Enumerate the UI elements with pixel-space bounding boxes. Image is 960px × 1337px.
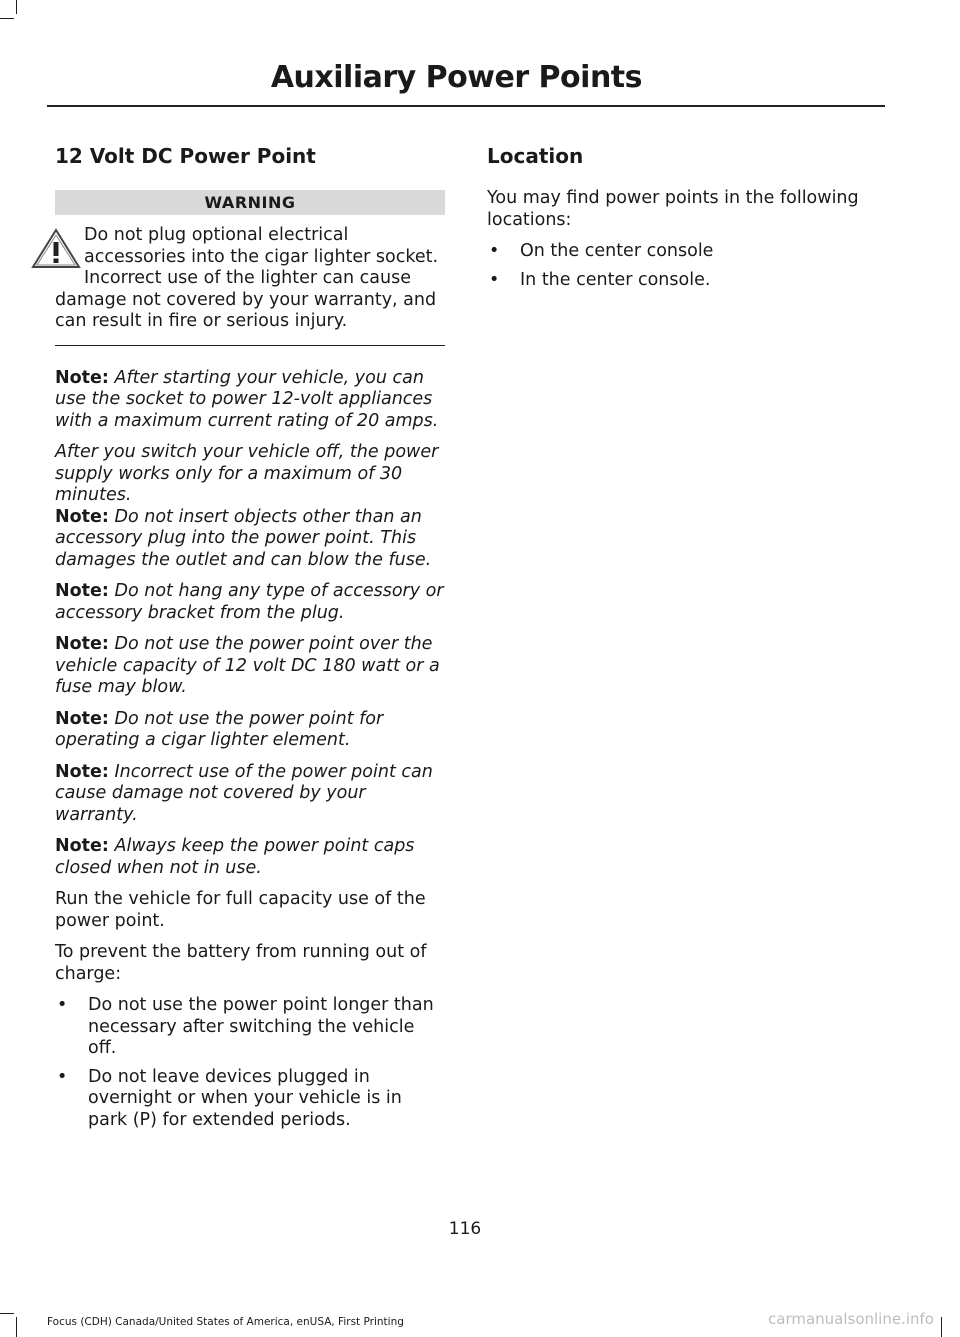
footer-text: Focus (CDH) Canada/United States of America, enUSA, First Printing [47,1316,404,1328]
bullet-glyph: • [489,269,500,290]
note-label: Note: [55,506,109,527]
note-paragraph [55,368,445,433]
note-paragraph [55,507,445,572]
note-paragraph [55,709,445,752]
list-item [487,241,885,263]
location-list [487,241,885,291]
title-rule [47,105,885,107]
note-label: Note: [55,708,109,729]
note-text: Do not hang any type of accessory or accessory bracket from the plug. [55,581,444,623]
warning-divider [55,345,445,346]
warning-text: Do not plug optional electrical accessories into the cigar lighter socket. Incorrect use of the lighter can cause damage not covered by your warranty, and can result in fire or serious injury. [55,225,439,331]
right-column [487,144,885,298]
bullet-list [55,995,445,1131]
note-label: Note: [55,836,109,856]
note-label: Note: [55,581,109,601]
bullet-glyph: • [57,1066,68,1087]
note-label: Note: [55,634,109,654]
crop-mark [16,0,17,14]
list-item-text: Do not use the power point longer than necessary after switching the vehicle off. [88,995,434,1058]
body-paragraph: Run the vehicle for full capacity use of the power point. [55,889,426,931]
page-title: Auxiliary Power Points [270,60,642,95]
warning-triangle-icon [30,227,82,271]
list-item [487,270,885,292]
location-intro: You may find power points in the following locations: [487,188,859,230]
crop-mark [16,1317,17,1337]
list-item [55,995,445,1060]
note-text: Always keep the power point caps closed when not in use. [55,836,415,878]
note-text: Incorrect use of the power point can cause damage not covered by your warranty. [55,761,433,825]
crop-mark [941,1317,942,1337]
section-heading-power-point: 12 Volt DC Power Point [55,144,316,168]
note-paragraph [55,762,445,827]
crop-mark [0,1313,14,1314]
list-item-text: In the center console. [520,269,711,290]
bullet-glyph: • [489,241,500,261]
note-paragraph [55,836,445,879]
page-number: 116 [448,1219,482,1239]
note-text: After starting your vehicle, you can use the socket to power 12-volt appliances with a maximum current rating of 20 amps. [55,367,439,431]
list-item-text: On the center console [520,241,714,261]
warning-label: WARNING [55,190,445,215]
note-text: Do not insert objects other than an accessory plug into the power point. This damages the outlet and can blow the fuse. [55,506,432,570]
note-label: Note: [55,761,109,782]
bullet-glyph: • [57,995,68,1015]
note-paragraph [55,634,445,699]
left-column [55,144,445,1138]
note-label: Note: [55,367,109,388]
section-heading-location: Location [487,144,584,168]
watermark: carmanualsonline.info [768,1310,934,1328]
note-text: Do not use the power point for operating a cigar lighter element. [55,708,384,750]
list-item [55,1067,445,1132]
list-item-text: Do not leave devices plugged in overnight or when your vehicle is in park (P) for extended periods. [88,1066,402,1130]
warning-box [55,225,445,333]
note-continuation: After you switch your vehicle off, the power supply works only for a maximum of 30 minutes. [55,442,439,505]
body-paragraph: To prevent the battery from running out of charge: [55,942,427,984]
note-paragraph [55,581,445,624]
crop-mark [0,18,14,19]
note-text: Do not use the power point over the vehicle capacity of 12 volt DC 180 watt or a fuse may blow. [55,634,440,697]
